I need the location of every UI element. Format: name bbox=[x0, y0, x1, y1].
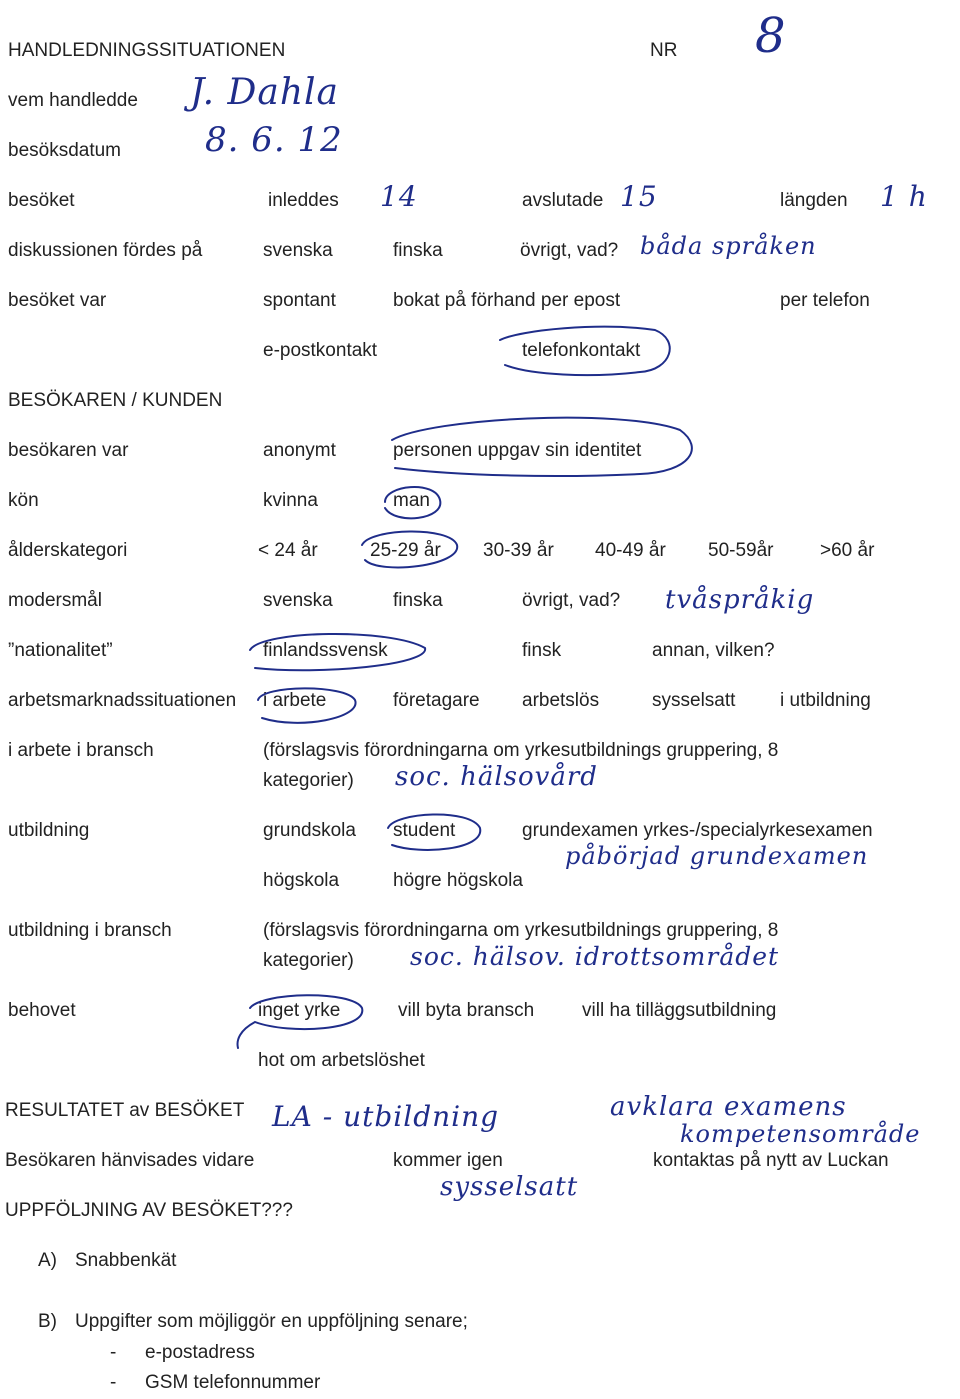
besoket-label: besöket bbox=[8, 190, 75, 211]
option-epostkontakt: e-postkontakt bbox=[263, 340, 378, 361]
vem-handwritten: J. Dahla bbox=[190, 72, 340, 113]
option-hogskola: högskola bbox=[263, 870, 340, 891]
diskussion-finska: finska bbox=[393, 240, 443, 261]
utbildning-handwritten: påbörjad grundexamen bbox=[565, 842, 869, 870]
behovet-label: behovet bbox=[8, 1000, 76, 1021]
item-a-letter: A) bbox=[38, 1250, 57, 1271]
option-annan: annan, vilken? bbox=[652, 640, 775, 661]
resultat-label: RESULTATET av BESÖKET bbox=[5, 1100, 245, 1121]
avslutade-label: avslutade bbox=[522, 190, 604, 211]
utb-bransch-label: utbildning i bransch bbox=[8, 920, 172, 941]
option-per-telefon: per telefon bbox=[780, 290, 870, 311]
bransch-handwritten: soc. hälsovård bbox=[395, 762, 598, 792]
item-a-text: Snabbenkät bbox=[75, 1250, 177, 1271]
inleddes-label: inleddes bbox=[268, 190, 339, 211]
option-kontaktas: kontaktas på nytt av Luckan bbox=[653, 1150, 889, 1171]
utb-bransch-handwritten: soc. hälsov. idrottsområdet bbox=[410, 942, 780, 971]
arbetsmarknad-option: arbetslös bbox=[522, 690, 600, 711]
age-option: < 24 år bbox=[258, 540, 318, 561]
item-b-text: Uppgifter som möjliggör en uppföljning senare; bbox=[75, 1311, 468, 1332]
uppfoljning-label: UPPFÖLJNING AV BESÖKET??? bbox=[5, 1200, 293, 1221]
hanvisades-handwritten: sysselsatt bbox=[440, 1172, 579, 1202]
nr-label: NR bbox=[650, 40, 678, 61]
form-title: HANDLEDNINGSSITUATIONEN bbox=[8, 40, 286, 61]
utbildning-label: utbildning bbox=[8, 820, 90, 841]
option-spontant: spontant bbox=[263, 290, 336, 311]
arbetsmarknad-option: företagare bbox=[393, 690, 480, 711]
besokaren-var-label: besökaren var bbox=[8, 440, 129, 461]
option-identitet: personen uppgav sin identitet bbox=[393, 440, 642, 461]
datum-handwritten: 8. 6. 12 bbox=[205, 120, 343, 160]
option-finlandssvensk: finlandssvensk bbox=[263, 640, 388, 661]
option-hogre-hogskola: högre högskola bbox=[393, 870, 523, 891]
behovet-option: vill byta bransch bbox=[398, 1000, 535, 1021]
option-kommer-igen: kommer igen bbox=[393, 1150, 503, 1171]
diskussion-svenska: svenska bbox=[263, 240, 333, 261]
modersmal-finska: finska bbox=[393, 590, 443, 611]
option-telefonkontakt: telefonkontakt bbox=[522, 340, 641, 361]
option-hot: hot om arbetslöshet bbox=[258, 1050, 425, 1071]
bransch-kategorier: kategorier) bbox=[263, 770, 354, 791]
nr-handwritten: 8 bbox=[755, 8, 787, 64]
option-man: man bbox=[393, 490, 430, 511]
modersmal-ovrigt: övrigt, vad? bbox=[522, 590, 621, 611]
option-grundexamen: grundexamen yrkes-/specialyrkesexamen bbox=[522, 820, 873, 841]
item-b-letter: B) bbox=[38, 1311, 57, 1332]
bullet-item: e-postadress bbox=[145, 1342, 255, 1363]
diskussion-handwritten: båda språken bbox=[640, 232, 817, 260]
hanvisades-label: Besökaren hänvisades vidare bbox=[5, 1150, 255, 1171]
option-grundskola: grundskola bbox=[263, 820, 356, 841]
langden-handwritten: 1 h bbox=[880, 180, 928, 213]
option-kvinna: kvinna bbox=[263, 490, 318, 511]
age-option: 40-49 år bbox=[595, 540, 666, 561]
option-finsk: finsk bbox=[522, 640, 562, 661]
section-kund: BESÖKAREN / KUNDEN bbox=[8, 390, 223, 411]
arbetsmarknad-option: sysselsatt bbox=[652, 690, 736, 711]
avslutade-handwritten: 15 bbox=[620, 180, 658, 213]
option-bokat: bokat på förhand per epost bbox=[393, 290, 621, 311]
utb-bransch-forslag: (förslagsvis förordningarna om yrkesutbildnings gruppering, 8 bbox=[263, 920, 779, 941]
arbetsmarknad-option: i arbete bbox=[263, 690, 327, 711]
langden-label: längden bbox=[780, 190, 848, 211]
behovet-option: inget yrke bbox=[258, 1000, 341, 1021]
resultat-handwritten-1: LA - utbildning bbox=[272, 1100, 500, 1133]
alder-label: ålderskategori bbox=[8, 540, 128, 561]
behovet-option: vill ha tilläggsutbildning bbox=[582, 1000, 777, 1021]
inleddes-handwritten: 14 bbox=[380, 180, 418, 213]
bransch-label: i arbete i bransch bbox=[8, 740, 154, 761]
nationalitet-label: ”nationalitet” bbox=[8, 640, 113, 661]
arbetsmarknad-option: i utbildning bbox=[780, 690, 871, 711]
besoket-var-label: besöket var bbox=[8, 290, 107, 311]
bullet-dash: - bbox=[110, 1342, 117, 1363]
resultat-handwritten-3: kompetensområde bbox=[680, 1120, 921, 1148]
utb-bransch-kategorier: kategorier) bbox=[263, 950, 354, 971]
age-option: 25-29 år bbox=[370, 540, 441, 561]
age-option: 30-39 år bbox=[483, 540, 554, 561]
diskussion-label: diskussionen fördes på bbox=[8, 240, 203, 261]
datum-label: besöksdatum bbox=[8, 140, 122, 161]
age-option: >60 år bbox=[820, 540, 875, 561]
vem-label: vem handledde bbox=[8, 90, 138, 111]
bullet-item: GSM telefonnummer bbox=[145, 1372, 321, 1393]
kon-label: kön bbox=[8, 490, 39, 511]
modersmal-label: modersmål bbox=[8, 590, 102, 611]
bransch-forslag: (förslagsvis förordningarna om yrkesutbildnings gruppering, 8 bbox=[263, 740, 779, 761]
resultat-handwritten-2: avklara examens bbox=[610, 1092, 847, 1122]
age-option: 50-59år bbox=[708, 540, 774, 561]
arbetsmarknad-label: arbetsmarknadssituationen bbox=[8, 690, 237, 711]
modersmal-svenska: svenska bbox=[263, 590, 333, 611]
modersmal-handwritten: tvåspråkig bbox=[665, 585, 815, 615]
option-anonymt: anonymt bbox=[263, 440, 336, 461]
bullet-dash: - bbox=[110, 1372, 117, 1393]
diskussion-ovrigt: övrigt, vad? bbox=[520, 240, 619, 261]
option-student: student bbox=[393, 820, 456, 841]
